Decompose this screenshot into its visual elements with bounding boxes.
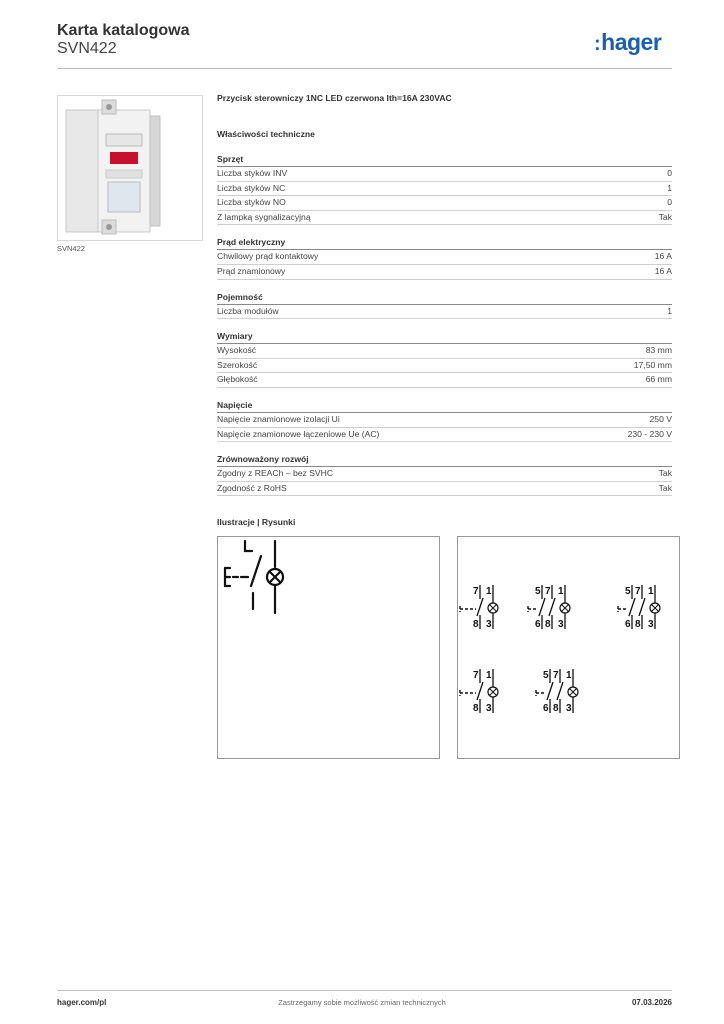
terminal-label: 7 [473, 670, 479, 681]
terminal-label: 1 [648, 586, 654, 597]
spec-row [217, 182, 672, 197]
spec-value: 16 A [654, 251, 672, 262]
spec-section [217, 93, 672, 507]
spec-group [217, 399, 672, 442]
spec-row [217, 250, 672, 265]
terminal-label: 5 [625, 586, 631, 597]
terminal-diagrams-panel [457, 536, 680, 759]
terminal-label: 6 [543, 703, 549, 714]
wiring-symbol-panel [217, 536, 440, 759]
spec-value: 16 A [654, 265, 672, 276]
terminal-label: 8 [473, 703, 479, 714]
spec-row [217, 359, 672, 374]
spec-value: 230 - 230 V [627, 428, 672, 439]
spec-label: Napięcie znamionowe łączeniowe Ue (AC) [217, 428, 380, 439]
illustrations-title: Ilustracje | Rysunki [217, 517, 296, 527]
spec-group-title: Sprzęt [217, 153, 672, 167]
spec-label: Zgodny z REACh – bez SVHC [217, 468, 334, 479]
terminal-diagram [528, 585, 570, 630]
terminal-diagram [460, 585, 498, 630]
spec-label: Liczba styków NO [217, 197, 286, 208]
switch-symbol-icon [218, 537, 439, 758]
product-code: SVN422 [57, 40, 117, 57]
footer-website-link[interactable]: hager.com/pl [57, 998, 107, 1007]
terminal-label: 5 [543, 670, 549, 681]
terminal-label: 3 [558, 619, 564, 630]
spec-group [217, 153, 672, 225]
spec-row [217, 265, 672, 280]
spec-row [217, 305, 672, 320]
spec-row [217, 196, 672, 211]
spec-value: Tak [658, 211, 672, 222]
spec-label: Liczba styków INV [217, 168, 288, 178]
spec-row [217, 344, 672, 359]
spec-groups [217, 153, 672, 496]
header-divider [57, 68, 672, 69]
spec-value: 250 V [649, 413, 672, 424]
spec-row [217, 373, 672, 388]
spec-label: Zgodność z RoHS [217, 482, 287, 493]
spec-value: 0 [667, 197, 672, 208]
document-title: Karta katalogowa [57, 22, 190, 39]
spec-row [217, 413, 672, 428]
terminal-label: 1 [558, 586, 564, 597]
terminal-label: 7 [473, 586, 479, 597]
terminal-label: 8 [553, 703, 559, 714]
spec-value: 1 [667, 305, 672, 316]
tech-heading: Właściwości techniczne [217, 129, 315, 139]
spec-value: 83 mm [645, 345, 672, 356]
product-title: Przycisk sterowniczy 1NC LED czerwona Ith=16A 230VAC [217, 93, 452, 103]
spec-value: Tak [658, 482, 672, 493]
spec-label: Wysokość [217, 345, 257, 356]
spec-row [217, 428, 672, 443]
terminal-label: 1 [566, 670, 572, 681]
spec-row [217, 211, 672, 226]
spec-group [217, 291, 672, 320]
spec-group-title: Prąd elektryczny [217, 236, 672, 250]
terminal-label: 1 [486, 586, 492, 597]
spec-group [217, 330, 672, 388]
terminal-label: 6 [535, 619, 541, 630]
terminal-label: 3 [486, 703, 492, 714]
spec-value: 17,50 mm [633, 359, 672, 370]
terminal-label: 3 [648, 619, 654, 630]
spec-label: Prąd znamionowy [217, 265, 286, 276]
terminal-label: 3 [566, 703, 572, 714]
terminal-diagrams [458, 537, 679, 758]
spec-group-title: Zrównoważony rozwój [217, 453, 672, 467]
terminal-label: 3 [486, 619, 492, 630]
terminal-label: 7 [635, 586, 641, 597]
spec-group-title: Wymiary [217, 330, 672, 344]
terminal-label: 1 [486, 670, 492, 681]
spec-group [217, 236, 672, 279]
terminal-label: 7 [553, 670, 559, 681]
footer-divider [57, 990, 672, 991]
terminal-diagram [536, 669, 578, 714]
spec-row [217, 167, 672, 182]
terminal-label: 8 [473, 619, 479, 630]
spec-label: Szerokość [217, 359, 258, 370]
spec-group-title: Pojemność [217, 291, 672, 305]
terminal-label: 7 [545, 586, 551, 597]
spec-label: Chwilowy prąd kontaktowy [217, 251, 319, 262]
spec-label: Głębokość [217, 374, 258, 385]
product-image [57, 95, 203, 241]
spec-label: Liczba styków NC [217, 182, 286, 193]
spec-row [217, 467, 672, 482]
spec-value: Tak [658, 468, 672, 479]
footer-date: 07.03.2026 [631, 998, 672, 1007]
spec-value: 0 [667, 168, 672, 178]
footer-disclaimer: Zastrzegamy sobie możliwość zmian technicznych [278, 998, 446, 1007]
spec-value: 66 mm [645, 374, 672, 385]
hager-logo[interactable]: :hager [594, 29, 662, 55]
terminal-label: 8 [635, 619, 641, 630]
terminal-diagram [460, 669, 498, 714]
terminal-label: 8 [545, 619, 551, 630]
spec-label: Napięcie znamionowe izolacji Ui [217, 413, 340, 424]
spec-row [217, 482, 672, 497]
spec-group-title: Napięcie [217, 399, 672, 413]
spec-value: 1 [667, 182, 672, 193]
spec-label: Z lampką sygnalizacyjną [217, 211, 311, 222]
terminal-label: 5 [535, 586, 541, 597]
terminal-label: 6 [625, 619, 631, 630]
spec-group [217, 453, 672, 496]
spec-label: Liczba modułów [217, 305, 279, 316]
terminal-diagram [618, 585, 660, 630]
image-caption: SVN422 [57, 244, 85, 253]
